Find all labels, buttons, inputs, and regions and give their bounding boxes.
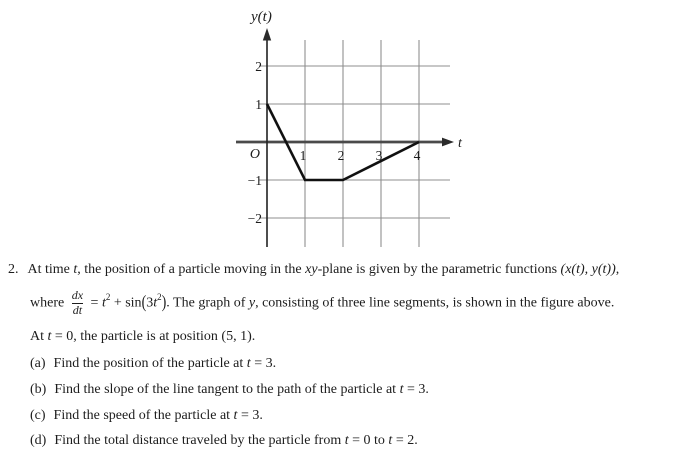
right-paren: ) <box>161 292 167 313</box>
fraction-denominator: dt <box>72 302 83 317</box>
var-t: t <box>233 408 238 423</box>
y-tick-label: −1 <box>247 173 262 188</box>
text-run: Find the position of the particle at <box>53 356 247 371</box>
text-run: = 0 to <box>348 433 389 448</box>
text-run: , the position of a particle moving in the <box>77 262 306 277</box>
y-axis-label: y(t) <box>251 9 272 25</box>
text-run: At time <box>27 262 74 277</box>
part-label: (b) <box>30 382 47 397</box>
part-b <box>30 381 429 399</box>
question-number: 2. <box>8 262 19 277</box>
var-t: t <box>246 356 251 371</box>
problem-statement-line2 <box>30 289 614 318</box>
x-tick-label: 4 <box>413 148 421 163</box>
y-tick-label: 2 <box>255 59 262 74</box>
x-tick-label: 2 <box>337 148 345 163</box>
var-t: t <box>73 262 78 277</box>
text-run: = <box>87 295 102 311</box>
text-run: . <box>251 329 256 344</box>
var-t: t <box>153 295 158 311</box>
var-t: t <box>101 295 106 311</box>
var-t: t <box>47 329 52 344</box>
text-run: Find the total distance traveled by the particle from <box>54 433 345 448</box>
text-run: = 3. <box>250 356 277 371</box>
text-run: + sin <box>110 295 142 311</box>
figure-graph <box>230 0 478 252</box>
x-axis-arrow-icon <box>442 138 454 147</box>
var-xy: xy <box>305 262 318 277</box>
text-run: = 0, the particle is at position <box>51 329 222 344</box>
problem-statement-line3 <box>30 328 255 346</box>
x-axis-label: t <box>458 136 462 151</box>
part-a <box>30 355 276 373</box>
var-t: t <box>344 433 349 448</box>
superscript: 2 <box>157 291 162 302</box>
var-y: y <box>248 295 256 311</box>
part-label: (c) <box>30 408 46 423</box>
y-axis-arrow-icon <box>263 28 271 41</box>
x-tick-label: 1 <box>299 148 307 163</box>
part-label: (d) <box>30 433 47 448</box>
origin-label: O <box>249 147 260 162</box>
text-run: Find the speed of the particle at <box>53 408 234 423</box>
problem-statement-line1 <box>8 261 619 279</box>
text-run: At <box>30 329 48 344</box>
part-d <box>30 432 418 450</box>
text-run: -plane is given by the parametric functions <box>317 262 561 277</box>
text-run: , consisting of three line segments, is shown in the figure above. <box>255 295 615 311</box>
var-t: t <box>399 382 404 397</box>
y-tick-label: −2 <box>247 211 262 226</box>
text-run: . <box>166 295 174 311</box>
part-label: (a) <box>30 356 46 371</box>
left-paren: ( <box>141 292 147 313</box>
text-run: where <box>30 295 68 311</box>
text-run: The graph of <box>173 295 249 311</box>
x-tick-label: 3 <box>375 148 383 163</box>
superscript: 2 <box>105 291 111 302</box>
fraction-dx-dt <box>71 289 84 318</box>
parametric-functions: (x(t), y(t)) <box>560 262 616 277</box>
text-run: = 3. <box>403 382 429 397</box>
text-run: Find the slope of the line tangent to the path of the particle at <box>54 382 400 397</box>
fraction-numerator: dx <box>71 288 84 302</box>
var-t: t <box>388 433 393 448</box>
y-tick-label: 1 <box>255 97 262 112</box>
text-run: , <box>615 262 620 277</box>
part-c <box>30 407 263 425</box>
position-value: (5, 1) <box>221 329 252 344</box>
text-run: 3 <box>146 295 154 311</box>
text-run: = 2. <box>392 433 418 448</box>
text-run: = 3. <box>237 408 263 423</box>
